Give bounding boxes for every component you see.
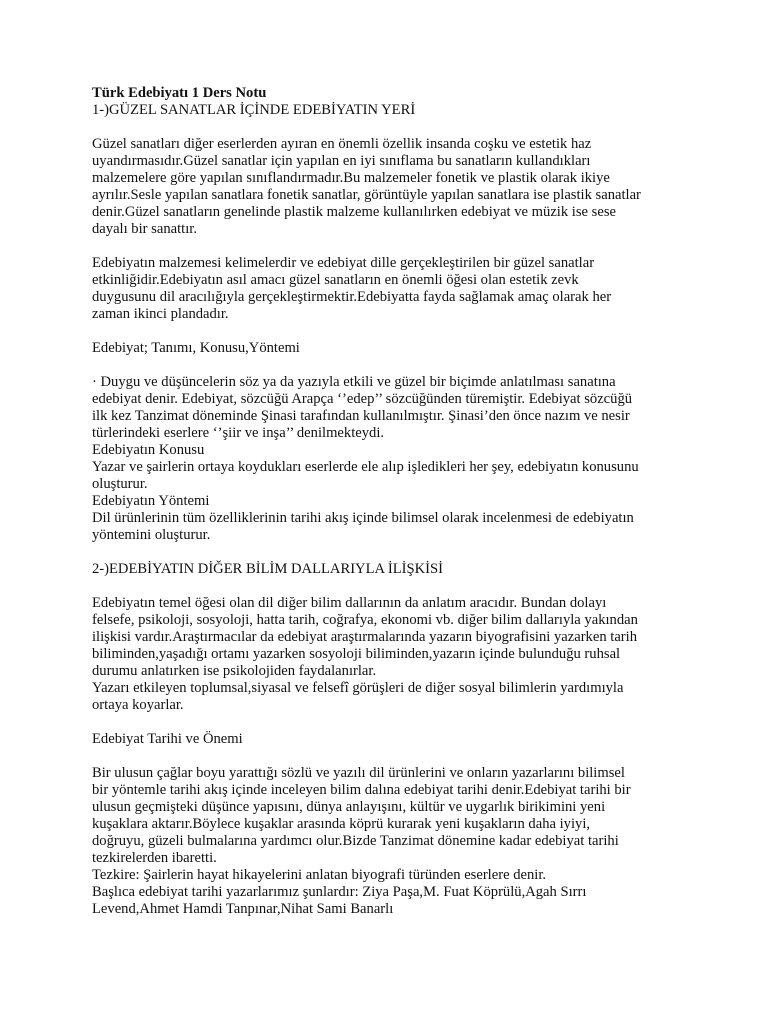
paragraph-spacer [92,578,692,595]
document-title: Türk Edebiyatı 1 Ders Notu [92,85,267,101]
paragraph-spacer [92,748,692,765]
text-line: uyandırmasıdır.Güzel sanatlar için yapılan en iyi sınıflama bu sanatların kullandıkları [92,153,591,169]
text-line: 2-)EDEBİYATIN DİĞER BİLİM DALLARIYLA İLİŞKİSİ [92,561,444,577]
text-line: Edebiyatın temel öğesi olan dil diğer bilim dallarının da anlatım aracıdır. Bundan dolayı [92,595,607,611]
text-line: tezkirelerden ibaretti. [92,850,217,866]
text-line: ortaya koyarlar. [92,697,184,713]
paragraph [92,102,692,119]
text-line: edebiyat denir. Edebiyat, sözcüğü Arapça ‘’edep’’ sözcüğünden türemiştir. Edebiyat sözcüğü [92,391,633,407]
text-line: Yazarı etkileyen toplumsal,siyasal ve felsefî görüşleri de diğer sosyal bilimlerin yardımıyla [92,680,624,696]
text-line: Edebiyatın malzemesi kelimelerdir ve edebiyat dille gerçekleştirilen bir güzel sanatlar [92,255,595,271]
text-line: 1-)GÜZEL SANATLAR İÇİNDE EDEBİYATIN YERİ [92,102,416,118]
paragraph-spacer [92,357,692,374]
text-line: biliminden,yaşadığı ortamı yazarken sosyoloji biliminden,yazarın içinde bulunduğu ruhsal [92,646,621,662]
text-line: malzemelere göre yapılan sınıflandırmadır.Bu malzemeler fonetik ve plastik olarak ikiye [92,170,610,186]
text-line: yöntemini oluşturur. [92,527,211,543]
text-line: ulusun geçmişteki düşünce yapısını, dünya anlayışını, kültür ve uygarlık birikimini yeni [92,799,606,815]
text-line: Tezkire: Şairlerin hayat hikayelerini anlatan biyografi türünden eserlere denir. [92,867,547,883]
text-line: doğruyu, güzeli bulmalarına yardımcı olur.Bizde Tanzimat dönemine kadar edebiyat tarihi [92,833,619,849]
paragraph-spacer [92,119,692,136]
text-line: türlerindeki eserlere ‘’şiir ve inşa’’ denilmekteydi. [92,425,385,441]
text-line: Levend,Ahmet Hamdi Tanpınar,Nihat Sami Banarlı [92,901,394,917]
text-line: etkinliğidir.Edebiyatın asıl amacı güzel sanatların en önemli öğesi olan estetik zevk [92,272,579,288]
text-line: oluşturur. [92,476,148,492]
paragraph-spacer [92,544,692,561]
text-line: ayrılır.Sesle yapılan sanatlara fonetik sanatlar, görüntüyle yapılan sanatlara ise plastik sanatlar [92,187,641,203]
text-line: duygusunu dil aracılığıyla gerçekleştirmektir.Edebiyatta fayda sağlamak amaç olarak her [92,289,612,305]
text-line: Edebiyatın Yöntemi [92,493,210,509]
text-line: durumu anlatırken ise psikolojiden faydalanırlar. [92,663,377,679]
text-line: Edebiyat Tarihi ve Önemi [92,731,243,747]
text-line: dayalı bir sanattır. [92,221,197,237]
text-line: kuşaklara aktarır.Böylece kuşaklar arasında köprü kurarak yeni kuşakların daha iyiyi, [92,816,591,832]
paragraph [92,595,692,714]
text-line: Dil ürünlerinin tüm özelliklerinin tarihi akış içinde bilimsel olarak incelenmesi de edebiyatın [92,510,634,526]
text-line: Edebiyat; Tanımı, Konusu,Yöntemi [92,340,300,356]
document-body [92,102,692,918]
text-line: Yazar ve şairlerin ortaya koydukları eserlerde ele alıp işledikleri her şey, edebiyatın konusunu [92,459,639,475]
text-line: Başlıca edebiyat tarihi yazarlarımız şunlardır: Ziya Paşa,M. Fuat Köprülü,Agah Sırrı [92,884,587,900]
paragraph [92,561,692,578]
paragraph-spacer [92,714,692,731]
text-line: felsefe, psikoloji, sosyoloji, hatta tarih, coğrafya, ekonomi vb. diğer bilim dallarıyla yakından [92,612,638,628]
paragraph [92,765,692,918]
text-line: bir yöntemle tarihi akış içinde inceleyen bilim dalına edebiyat tarihi denir.Edebiyat tarihi bir [92,782,631,798]
text-line: ilk kez Tanzimat döneminde Şinasi tarafından kullanılmıştır. Şinasi’den önce nazım ve nesir [92,408,630,424]
paragraph [92,340,692,357]
text-line: · Duygu ve düşüncelerin söz ya da yazıyla etkili ve güzel bir biçimde anlatılması sanatına [92,374,616,390]
paragraph [92,374,692,544]
text-line: ilişkisi vardır.Araştırmacılar da edebiyat araştırmalarında yazarın biyografisini yazarken tarih [92,629,638,645]
paragraph-spacer [92,323,692,340]
paragraph [92,731,692,748]
text-line: Edebiyatın Konusu [92,442,205,458]
paragraph [92,136,692,238]
paragraph-spacer [92,238,692,255]
paragraph [92,255,692,323]
text-line: zaman ikinci plandadır. [92,306,229,322]
text-line: Bir ulusun çağlar boyu yarattığı sözlü ve yazılı dil ürünlerini ve onların yazarlarını bilimsel [92,765,625,781]
text-line: denir.Güzel sanatların genelinde plastik malzeme kullanılırken edebiyat ve müzik ise sese [92,204,616,220]
text-line: Güzel sanatları diğer eserlerden ayıran en önemli özellik insanda coşku ve estetik haz [92,136,592,152]
